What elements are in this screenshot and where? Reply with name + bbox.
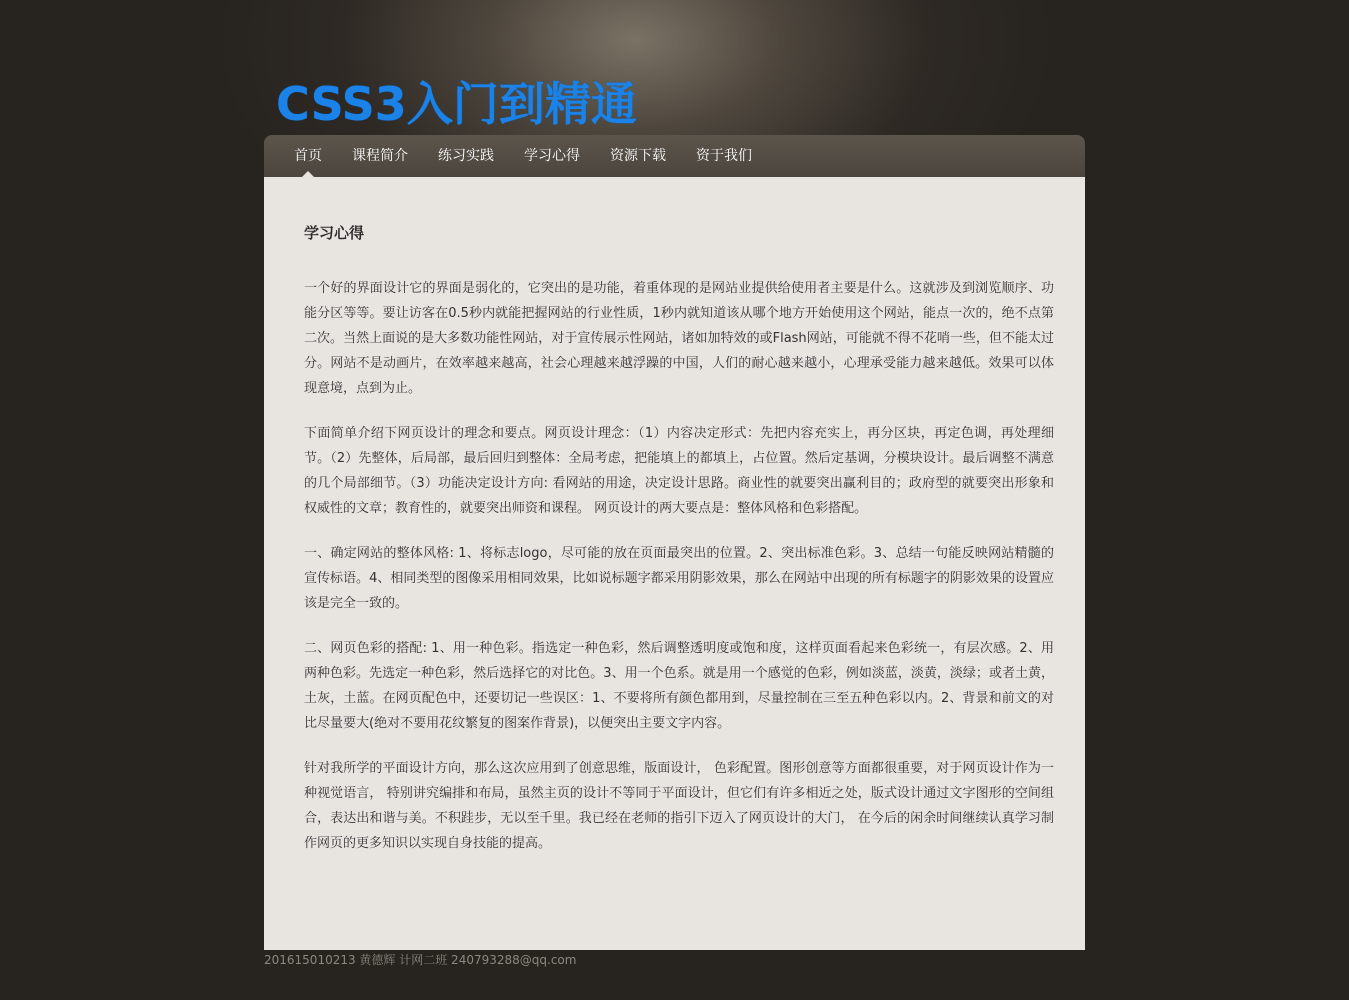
nav-item-home[interactable]: 首页	[279, 135, 337, 177]
nav-item-practice[interactable]: 练习实践	[438, 148, 494, 164]
content-panel	[264, 177, 1085, 950]
article-paragraph: 一个好的界面设计它的界面是弱化的，它突出的是功能，着重体现的是网站业提供给使用者主要是什么。这就涉及到浏览顺序、功能分区等等。要让访客在0.5秒内就能把握网站的行业性质，1秒内就知道该从哪个地方开始使用这个网站，能点一次的，绝不点第二次。当然上面说的是大多数功能性网站，对于宣传展示性网站，诸如加特效的或Flash网站，可能就不得不花哨一些，但不能太过分。网站不是动画片，在效率越来越高，社会心理越来越浮躁的中国，人们的耐心越来越小，心理承受能力越来越低。效果可以体现意境，点到为止。	[304, 281, 1054, 396]
article-paragraph: 二、网页色彩的搭配: 1、用一种色彩。指选定一种色彩，然后调整透明度或饱和度，这样页面看起来色彩统一，有层次感。2、用两种色彩。先选定一种色彩，然后选择它的对比色。3、用一个色系。就是用一个感觉的色彩，例如淡蓝，淡黄，淡绿；或者土黄，土灰，土蓝。在网页配色中，还要切记一些误区：1、不要将所有颜色都用到，尽量控制在三至五种色彩以内。2、背景和前文的对比尽量要大(绝对不要用花纹繁复的图案作背景)，以便突出主要文字内容。	[304, 641, 1054, 731]
nav-list	[264, 135, 1085, 177]
article-paragraph: 一、确定网站的整体风格: 1、将标志logo，尽可能的放在页面最突出的位置。2、突出标准色彩。3、总结一句能反映网站精髓的宣传标语。4、相同类型的图像采用相同效果，比如说标题字都采用阴影效果，那么在网站中出现的所有标题字的阴影效果的设置应该是完全一致的。	[304, 546, 1054, 611]
site-logo[interactable]: CSS3入门到精通	[276, 77, 637, 131]
footer-credits: 201615010213 黄德辉 计网二班 240793288@qq.com	[264, 953, 577, 967]
article-title: 学习心得	[304, 224, 365, 242]
nav-item-downloads[interactable]: 资源下载	[610, 148, 666, 164]
article-paragraph: 针对我所学的平面设计方向，那么这次应用到了创意思维，版面设计， 色彩配置。图形创意等方面都很重要，对于网页设计作为一种视觉语言， 特别讲究编排和布局，虽然主页的设计不等同于平面设计，但它们有许多相近之处，版式设计通过文字图形的空间组合，表达出和谐与美。不积跬步，无以至千里。我已经在老师的指引下迈入了网页设计的大门， 在今后的闲余时间继续认真学习制作网页的更多知识以实现自身技能的提高。	[304, 761, 1054, 851]
nav-item-about-us[interactable]: 资于我们	[696, 148, 752, 164]
article-paragraph: 下面简单介绍下网页设计的理念和要点。网页设计理念：（1）内容决定形式：先把内容充实上，再分区块，再定色调，再处理细节。（2）先整体，后局部，最后回归到整体：全局考虑，把能填上的都填上，占位置。然后定基调，分模块设计。最后调整不满意的几个局部细节。（3）功能决定设计方向: 看网站的用途，决定设计思路。商业性的就要突出赢利目的；政府型的就要突出形象和权威性的文章；教育性的，就要突出师资和课程。 网页设计的两大要点是：整体风格和色彩搭配。	[304, 426, 1054, 516]
nav-item-study-notes[interactable]: 学习心得	[524, 148, 580, 164]
article	[304, 217, 1054, 856]
main-nav	[264, 135, 1085, 177]
nav-item-course-intro[interactable]: 课程简介	[352, 148, 408, 164]
